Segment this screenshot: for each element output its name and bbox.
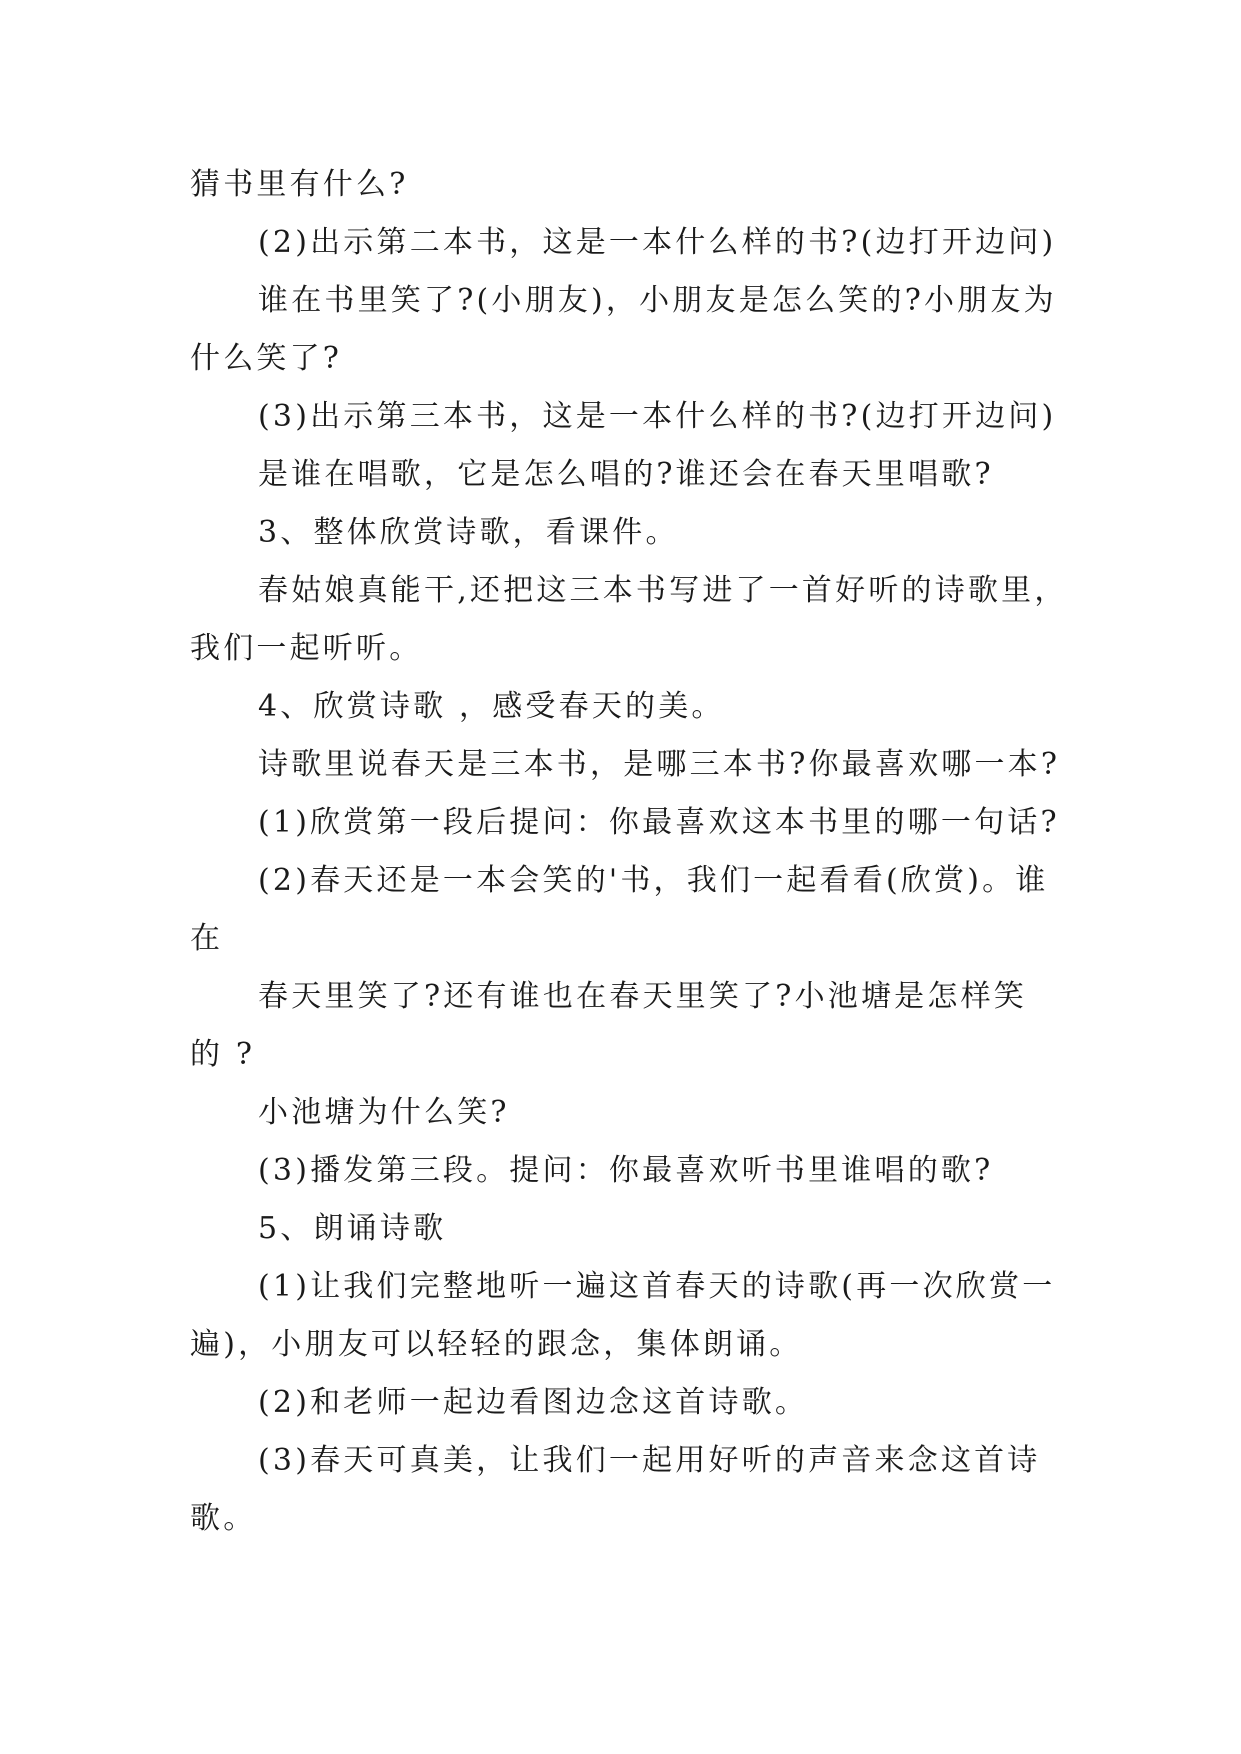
text-line-12: (1)欣赏第一段后提问：你最喜欢这本书里的哪一句话? (258, 805, 1060, 840)
text-line-4: 什么笑了? (190, 341, 343, 376)
text-line-11: 诗歌里说春天是三本书，是哪三本书?你最喜欢哪一本? (258, 747, 1061, 782)
text-line-17: 小池塘为什么笑? (258, 1095, 510, 1130)
text-line-9: 我们一起听听。 (190, 631, 423, 666)
text-line-15: 春天里笑了?还有谁也在春天里笑了?小池塘是怎样笑 (258, 979, 1027, 1014)
text-line-21: 遍)，小朋友可以轻轻的跟念，集体朗诵。 (190, 1327, 803, 1362)
text-line-2: (2)出示第二本书，这是一本什么样的书?(边打开边问) (258, 225, 1057, 260)
text-line-6: 是谁在唱歌，它是怎么唱的?谁还会在春天里唱歌? (258, 457, 994, 492)
text-line-3: 谁在书里笑了?(小朋友)，小朋友是怎么笑的?小朋友为 (258, 283, 1057, 318)
text-line-1: 猜书里有什么? (190, 167, 409, 202)
text-line-7: 3、整体欣赏诗歌，看课件。 (258, 515, 679, 550)
text-line-18: (3)播发第三段。提问：你最喜欢听书里谁唱的歌? (258, 1153, 994, 1188)
text-line-19: 5、朗诵诗歌 (258, 1211, 447, 1246)
text-line-5: (3)出示第三本书，这是一本什么样的书?(边打开边问) (258, 399, 1057, 434)
text-line-10: 4、欣赏诗歌 ，感受春天的美。 (258, 689, 725, 724)
text-line-23: (3)春天可真美，让我们一起用好听的声音来念这首诗 (258, 1443, 1041, 1478)
text-line-8: 春姑娘真能干,还把这三本书写进了一首好听的诗歌里， (258, 573, 1068, 608)
text-line-24: 歌。 (190, 1501, 257, 1536)
text-line-14: 在 (190, 921, 224, 956)
text-line-22: (2)和老师一起边看图边念这首诗歌。 (258, 1385, 809, 1420)
text-line-16: 的 ? (190, 1037, 256, 1072)
text-line-13: (2)春天还是一本会笑的'书，我们一起看看(欣赏)。谁 (258, 863, 1049, 898)
text-line-20: (1)让我们完整地听一遍这首春天的诗歌(再一次欣赏一 (258, 1269, 1056, 1304)
